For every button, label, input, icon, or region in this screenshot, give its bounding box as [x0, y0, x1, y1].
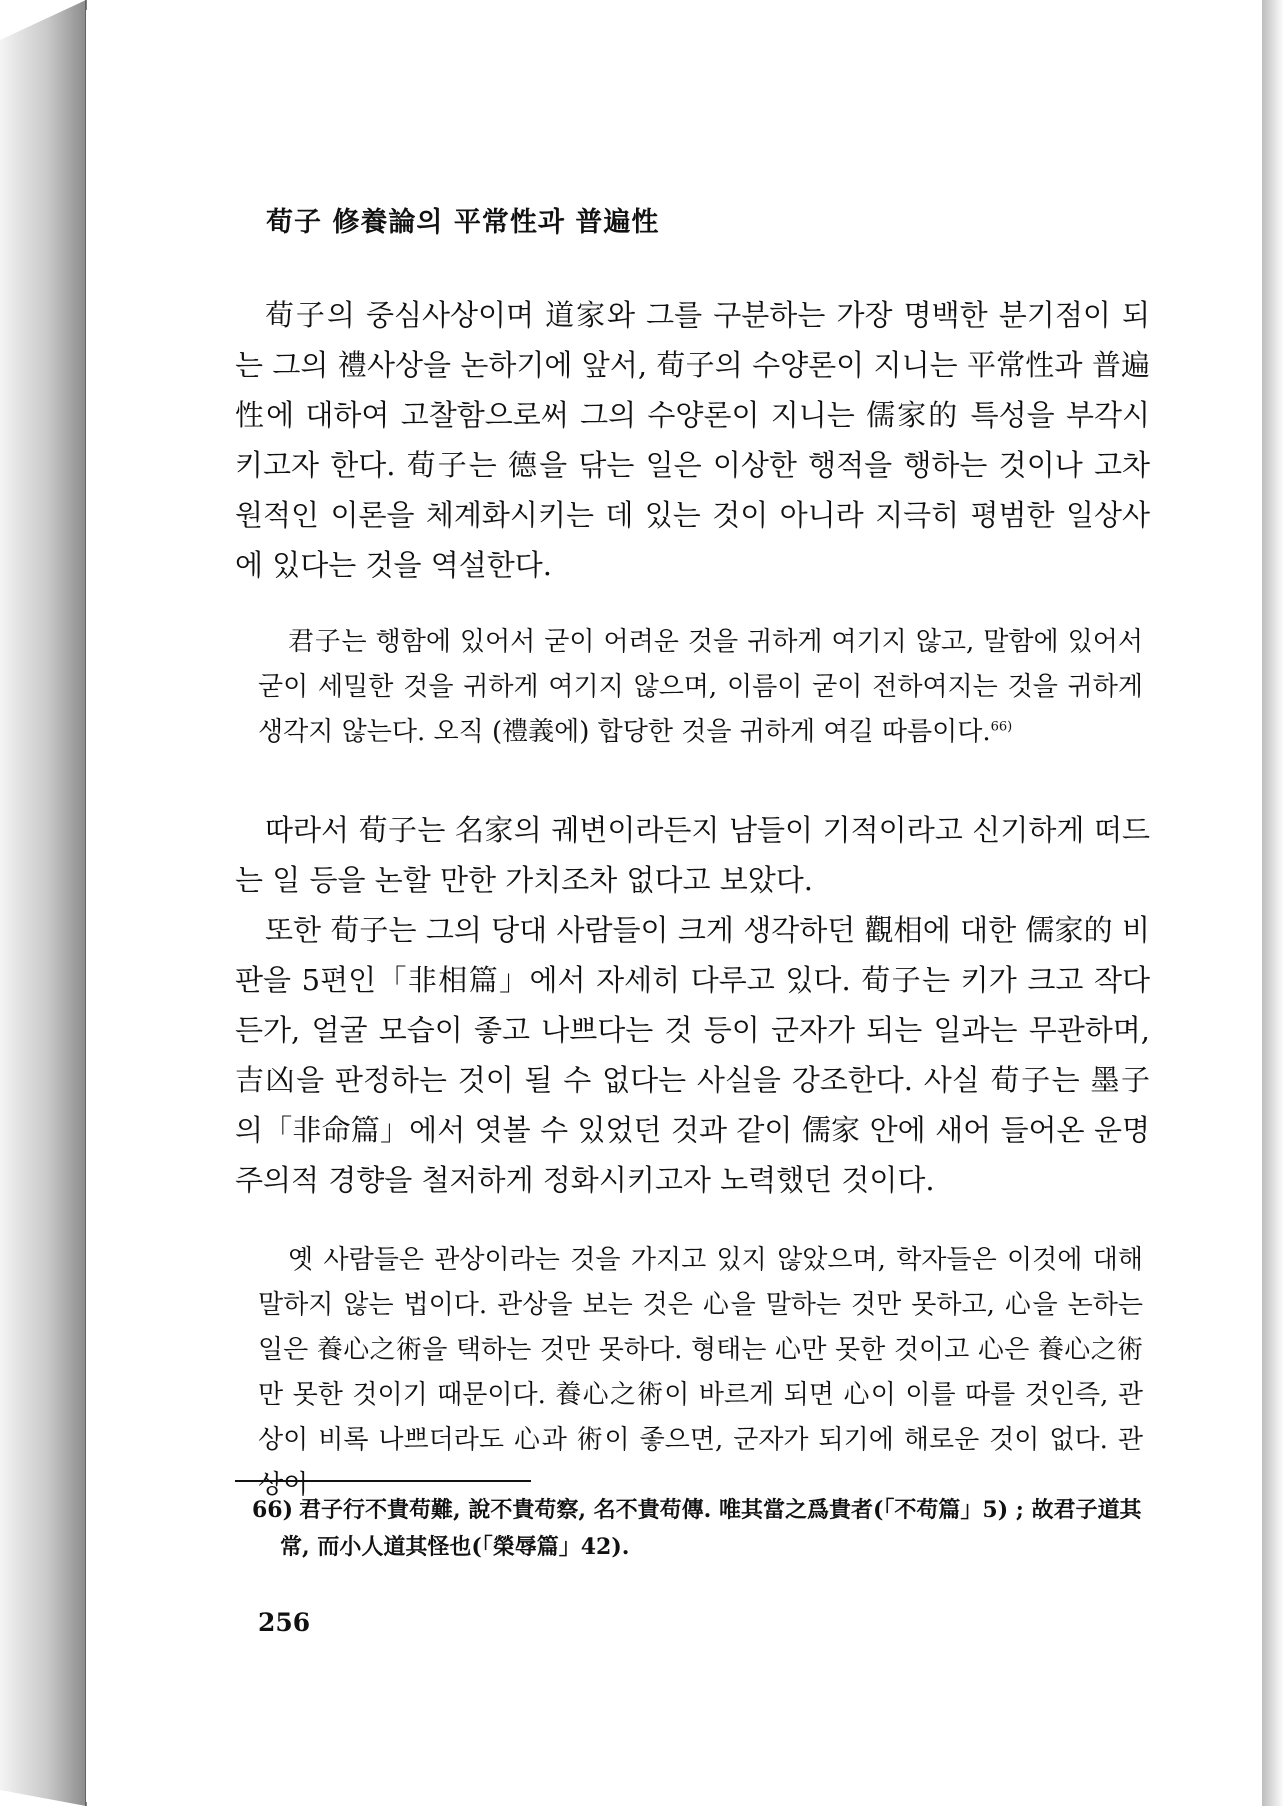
block-quote-2: 옛 사람들은 관상이라는 것을 가지고 있지 않았으며, 학자들은 이것에 대해 말하지 않는 법이다. 관상을 보는 것은 心을 말하는 것만 못하고, 心을 논하는 일은 養心之術을 택하는 것만 못하다. 형태는 心만 못한 것이고 心은 養心之術만 못한 것이기 때문이다. 養心之術이 바르게 되면 心이 이를 따를 것인즉, 관상이 비록 나쁘더라도 心과 術이 좋으면, 군자가 되기에 해로운 것이 없다. 관상이 — [258, 1245, 1143, 1500]
body-paragraph-2: 따라서 荀子는 名家의 궤변이라든지 남들이 기적이라고 신기하게 떠드는 일 등을 논할 만한 가치조차 없다고 보았다. — [235, 813, 1150, 897]
body-paragraph-1: 荀子의 중심사상이며 道家와 그를 구분하는 가장 명백한 분기점이 되는 그의 禮사상을 논하기에 앞서, 荀子의 수양론이 지니는 平常性과 普遍性에 대하여 고찰함으로써 그의 수양론이 지니는 儒家的 특성을 부각시키고자 한다. 荀子는 德을 닦는 일은 이상한 행적을 행하는 것이나 고차원적인 이론을 체계화시키는 데 있는 것이 아니라 지극히 평범한 일상사에 있다는 것을 역설한다. — [235, 298, 1150, 582]
page-number: 256 — [258, 1608, 311, 1637]
footnote-ref-66: 66) — [990, 719, 1013, 735]
body-paragraph-3: 또한 荀子는 그의 당대 사람들이 크게 생각하던 觀相에 대한 儒家的 비판을 5편인「非相篇」에서 자세히 다루고 있다. 荀子는 키가 크고 작다든가, 얼굴 모습이 좋고 나쁘다는 것 등이 군자가 되는 일과는 무관하며, 吉凶을 판정하는 것이 될 수 없다는 사실을 강조한다. 사실 荀子는 墨子의「非命篇」에서 엿볼 수 있었던 것과 같이 儒家 안에 새어 들어온 운명주의적 경향을 철저하게 정화시키고자 노력했던 것이다. — [235, 913, 1150, 1197]
footnote-line-2: 常, 而小人道其怪也(「榮辱篇」42). — [280, 1534, 630, 1560]
footnote-divider — [235, 1480, 531, 1482]
running-head: 荀子 修養論의 平常性과 普遍性 — [266, 207, 660, 238]
footnote-number: 66) — [252, 1497, 294, 1523]
block-quote-1 — [258, 620, 1143, 755]
footnote-line-1: 君子行不貴苟難, 說不貴苟察, 名不貴苟傳. 唯其當之爲貴者(「不苟篇」5) ; 故君子道其 — [299, 1497, 1142, 1523]
block-quote-1-text: 君子는 행함에 있어서 굳이 어려운 것을 귀하게 여기지 않고, 말함에 있어서 굳이 세밀한 것을 귀하게 여기지 않으며, 이름이 굳이 전하여지는 것을 귀하게 생각지 않는다. 오직 (禮義에) 합당한 것을 귀하게 여길 따름이다. — [258, 627, 1143, 747]
page-edge-shadow — [1262, 0, 1284, 1806]
book-spine — [0, 0, 90, 1806]
footnote-66 — [252, 1492, 1152, 1566]
